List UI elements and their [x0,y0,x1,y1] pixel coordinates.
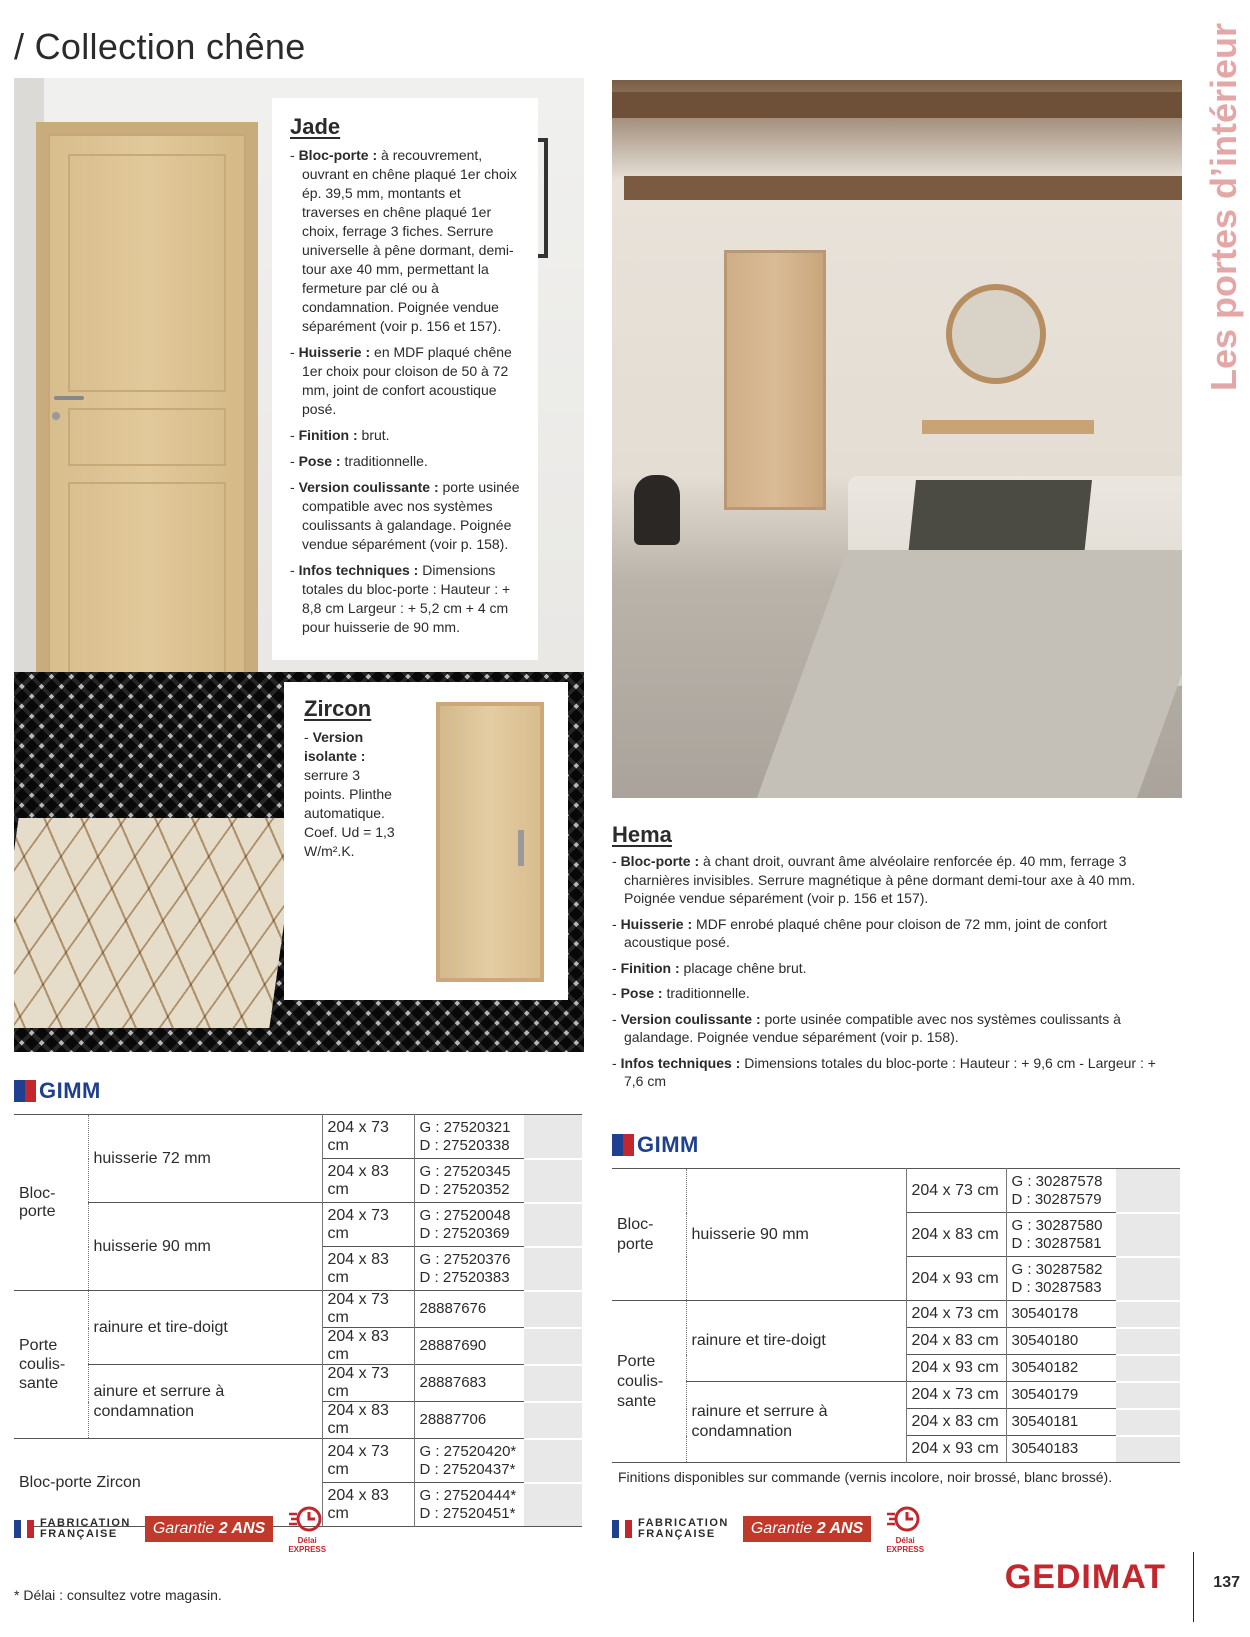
france-flag-icon [612,1520,632,1538]
row-sublabel: rainure et tire-doigt [93,1318,228,1336]
zircon-door-handle [518,830,524,866]
size-cell: 204 x 73 cm [906,1382,1006,1409]
size-cell: 204 x 83 cm [322,1328,414,1365]
price-cell [1116,1213,1180,1257]
gimm-logo-mark [612,1134,634,1156]
footer-badges-right [612,1504,925,1554]
ref-cell: 28887683 [414,1365,524,1402]
footer-badges-left [14,1504,327,1554]
zircon-info-box [284,682,568,1000]
ref-cell: G : 30287580 D : 30287581 [1006,1213,1116,1257]
price-cell [524,1365,582,1402]
price-cell [524,1203,582,1247]
row-label: Bloc-porte Zircon [19,1473,141,1491]
ref-cell: 30540178 [1006,1301,1116,1328]
row-label: Porte coulis-sante [14,1291,88,1439]
jade-item: - Pose : traditionnelle. [290,453,428,469]
price-cell [524,1439,582,1483]
jade-description [290,146,520,637]
size-cell: 204 x 83 cm [322,1247,414,1291]
size-cell: 204 x 83 cm [906,1409,1006,1436]
price-cell [1116,1169,1180,1213]
size-cell: 204 x 73 cm [322,1115,414,1159]
zircon-title: Zircon [304,696,372,721]
ref-cell: G : 27520048 D : 27520369 [414,1203,524,1247]
jade-title: Jade [290,114,341,139]
size-cell: 204 x 73 cm [322,1291,414,1328]
jade-item: - Huisserie : en MDF plaqué chêne 1er choix pour cloison de 50 à 72 mm, joint de confort acoustique posé. [290,344,512,417]
zircon-description: - Version isolante : serrure 3 points. Plinthe automatique. Coef. Ud = 1,3 W/m².K. [304,729,395,859]
page-number-separator [1193,1552,1194,1622]
size-cell: 204 x 73 cm [322,1365,414,1402]
jade-item: - Infos techniques : Dimensions totales du bloc-porte : Hauteur : + 8,8 cm Largeur : + 5,2 cm + 4 cm pour huisserie de 90 mm. [290,562,511,635]
zircon-door-image [436,702,544,982]
delai-express-icon: Délai EXPRESS [885,1504,925,1554]
ref-cell: 28887706 [414,1402,524,1439]
ref-cell: 30540183 [1006,1436,1116,1463]
price-cell [1116,1301,1180,1328]
price-cell [1116,1409,1180,1436]
ref-cell: 28887676 [414,1291,524,1328]
finitions-note: Finitions disponibles sur commande (vernis incolore, noir brossé, blanc brossé). [618,1469,1113,1485]
hema-item: - Pose : traditionnelle. [612,985,750,1001]
price-cell [1116,1257,1180,1301]
size-cell: 204 x 73 cm [906,1169,1006,1213]
gimm-logo-left [14,1078,101,1104]
price-cell [1116,1328,1180,1355]
price-cell [524,1247,582,1291]
price-cell [524,1115,582,1159]
size-cell: 204 x 83 cm [906,1213,1006,1257]
hema-item: - Version coulissante : porte usinée compatible avec nos systèmes coulissants à galandage. Poignée vendue séparément (voir p. 158). [612,1010,1121,1045]
size-cell: 204 x 93 cm [906,1257,1006,1301]
ref-cell: 30540179 [1006,1382,1116,1409]
page-number: 137 [1213,1574,1240,1591]
price-cell [1116,1436,1180,1463]
row-label: Bloc-porte [14,1115,88,1291]
side-title [1198,14,1250,400]
ref-cell: G : 30287582 D : 30287583 [1006,1257,1116,1301]
hema-item: - Bloc-porte : à chant droit, ouvrant âme alvéolaire renforcée ép. 40 mm, ferrage 3 charnières invisibles. Serrure magnétique à pêne dormant demi-tour axe à 40 mm. Poignée vendue séparément (voir p. 156 et 157). [612,853,1136,906]
row-label: Porte coulis-sante [612,1301,686,1463]
garantie-badge: Garantie 2 ANS [743,1516,871,1542]
row-sublabel: ainure et serrure à condamnation [88,1365,322,1439]
fabrication-text: FABRICATION [638,1517,729,1529]
garantie-badge: Garantie 2 ANS [145,1516,273,1542]
ref-cell: G : 27520376 D : 27520383 [414,1247,524,1291]
footnote: * Délai : consultez votre magasin. [14,1587,222,1603]
jade-item: - Version coulissante : porte usinée compatible avec nos systèmes coulissants à galandage. Poignée vendue séparément (voir p. 158). [290,479,520,552]
price-cell [524,1483,582,1527]
ref-cell: G : 27520345 D : 27520352 [414,1159,524,1203]
hema-item: - Huisserie : MDF enrobé plaqué chêne pour cloison de 72 mm, joint de confort acoustique posé. [612,915,1107,950]
delai-express-icon: Délai EXPRESS [287,1504,327,1554]
hema-item: - Infos techniques : Dimensions totales du bloc-porte : Hauteur : + 9,6 cm - Largeur : + 7,6 cm [612,1054,1156,1089]
fabrication-francaise [14,1518,131,1540]
ref-cell: 30540181 [1006,1409,1116,1436]
page-title: / Collection chêne [14,26,306,67]
row-sublabel: huisserie 90 mm [691,1225,809,1243]
france-flag-icon [14,1520,34,1538]
price-cell [524,1291,582,1328]
price-cell [1116,1382,1180,1409]
row-sublabel: huisserie 90 mm [88,1203,322,1291]
hema-bedroom-photo [612,80,1182,798]
gimm-logo-mark [14,1080,36,1102]
hema-item: - Finition : placage chêne brut. [612,959,807,976]
jade-item: - Bloc-porte : à recouvrement, ouvrant en chêne plaqué 1er choix ép. 39,5 mm, montants et traverses en chêne plaqué 1er choix, ferrage 3 fiches. Serrure universelle à pêne dormant, demi-tour axe 40 mm, permettant la fermeture par clé ou à condamnation. Poignée vendue séparément (voir p. 156 et 157). [290,147,517,334]
gimm-logo-right [612,1132,699,1158]
row-sublabel: rainure et serrure à condamnation [686,1382,906,1463]
row-label: Bloc-porte [612,1169,686,1301]
fabrication-francaise [612,1518,729,1540]
hema-description [612,852,1172,1091]
ref-cell: G : 27520420* D : 27520437* [414,1439,524,1483]
size-cell: 204 x 83 cm [906,1328,1006,1355]
size-cell: 204 x 83 cm [322,1483,414,1527]
row-sublabel: rainure et tire-doigt [691,1332,826,1349]
size-cell: 204 x 73 cm [322,1203,414,1247]
price-cell [524,1328,582,1365]
size-cell: 204 x 93 cm [906,1355,1006,1382]
ref-cell: G : 27520444* D : 27520451* [414,1483,524,1527]
gimm-logo-text: GIMM [637,1132,699,1157]
ref-cell: 28887690 [414,1328,524,1365]
ref-cell: G : 27520321 D : 27520338 [414,1115,524,1159]
hema-info [612,822,1172,1098]
gedimat-logo: GEDIMAT [1004,1558,1166,1596]
side-title-text: Les portes d’intérieur [1203,22,1244,392]
size-cell: 204 x 73 cm [322,1439,414,1483]
francaise-text: FRANÇAISE [40,1528,118,1540]
price-cell [524,1402,582,1439]
size-cell: 204 x 73 cm [906,1301,1006,1328]
ref-cell: G : 30287578 D : 30287579 [1006,1169,1116,1213]
ref-cell: 30540182 [1006,1355,1116,1382]
francaise-text: FRANÇAISE [638,1528,716,1540]
size-cell: 204 x 93 cm [906,1436,1006,1463]
hema-title: Hema [612,822,672,847]
jade-price-table [14,1114,582,1527]
fabrication-text: FABRICATION [40,1517,131,1529]
price-cell [1116,1355,1180,1382]
size-cell: 204 x 83 cm [322,1159,414,1203]
jade-info-box [272,98,538,660]
ref-cell: 30540180 [1006,1328,1116,1355]
size-cell: 204 x 83 cm [322,1402,414,1439]
row-sublabel: huisserie 72 mm [93,1149,211,1167]
jade-item: - Finition : brut. [290,427,390,443]
gimm-logo-text: GIMM [39,1078,101,1103]
hema-price-table [612,1168,1180,1463]
price-cell [524,1159,582,1203]
